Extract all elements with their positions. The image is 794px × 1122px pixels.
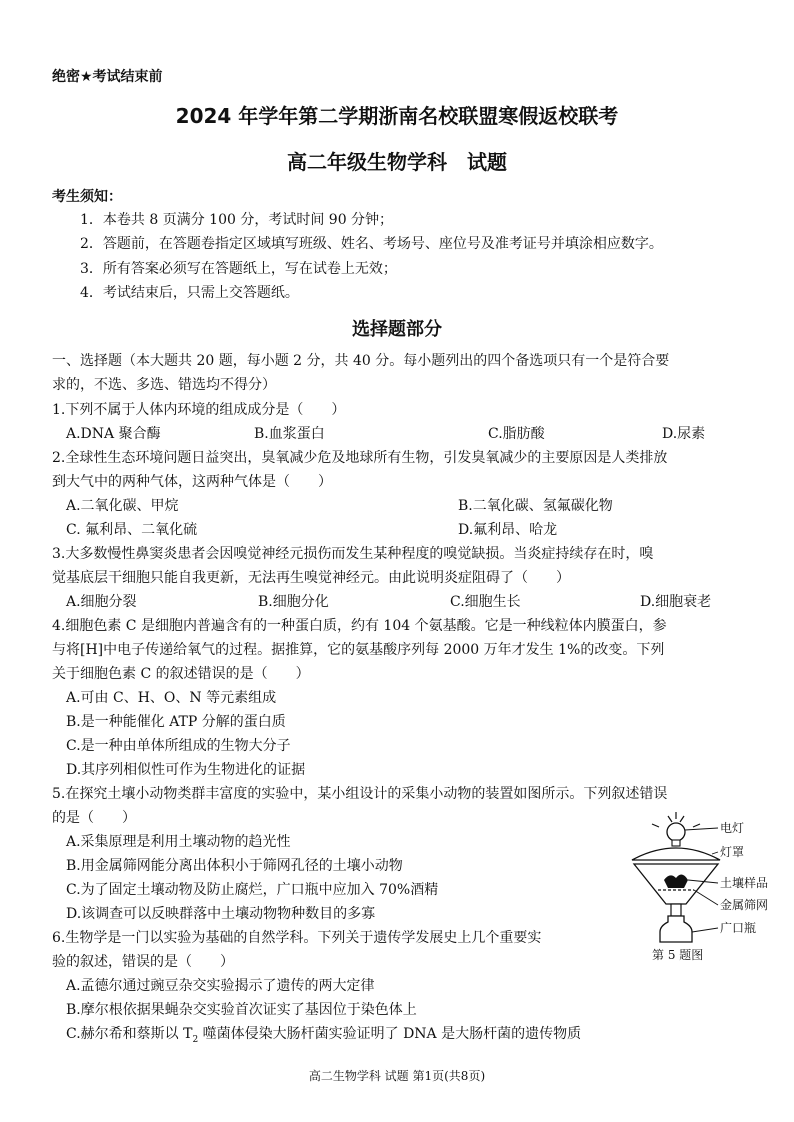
notice-item: 2．答题前，在答题卷指定区域填写班级、姓名、考场号、座位号及准考证号并填涂相应数字。 — [80, 236, 663, 252]
q5-option-c: C.为了固定土壤动物及防止腐烂，广口瓶中应加入 70%酒精 — [66, 882, 439, 898]
label-lamp: 电灯 — [720, 821, 745, 835]
confidential-mark: 绝密★考试结束前 — [52, 69, 163, 85]
q6-option-c-sub: 2 — [192, 1034, 199, 1045]
question-1-stem: 1.下列不属于人体内环境的组成成分是（ ） — [52, 402, 346, 418]
exam-subtitle: 高二年级生物学科 试题 — [287, 150, 507, 174]
label-jar: 广口瓶 — [720, 921, 757, 935]
soil-animal-collector-figure — [612, 808, 782, 944]
q4-option-d: D.其序列相似性可作为生物进化的证据 — [66, 762, 306, 778]
question-3-stem: 觉基底层干细胞只能自我更新，无法再生嗅觉神经元。由此说明炎症阻碍了（ ） — [52, 570, 570, 586]
figure-caption: 第 5 题图 — [652, 948, 704, 962]
q2-option-d: D.氟利昂、哈龙 — [458, 522, 558, 538]
question-5-stem: 的是（ ） — [52, 810, 136, 826]
q4-option-b: B.是一种能催化 ATP 分解的蛋白质 — [66, 714, 286, 730]
question-6-stem: 验的叙述，错误的是（ ） — [52, 954, 234, 970]
q6-option-c — [66, 1023, 581, 1045]
q3-option-b: B.细胞分化 — [258, 594, 329, 610]
q3-option-a: A.细胞分裂 — [66, 594, 137, 610]
q4-option-a: A.可由 C、H、O、N 等元素组成 — [66, 690, 277, 706]
exam-title: 2024 年学年第二学期浙南名校联盟寒假返校联考 — [175, 104, 619, 128]
q3-option-d: D.细胞衰老 — [640, 594, 712, 610]
question-4-stem: 关于细胞色素 C 的叙述错误的是（ ） — [52, 666, 310, 682]
section-intro: 一、选择题（本大题共 20 题，每小题 2 分，共 40 分。每小题列出的四个备选项只有一个是符合要 — [52, 353, 670, 369]
q3-option-c: C.细胞生长 — [450, 594, 521, 610]
notice-item: 1．本卷共 8 页满分 100 分，考试时间 90 分钟； — [80, 212, 394, 228]
question-2-stem: 2.全球性生态环境问题日益突出，臭氧减少危及地球所有生物，引发臭氧减少的主要原因是人类排放 — [52, 450, 668, 466]
section-title: 选择题部分 — [352, 319, 442, 340]
label-mesh: 金属筛网 — [720, 898, 769, 912]
jar-icon — [660, 916, 692, 942]
q1-option-a: A.DNA 聚合酶 — [66, 426, 161, 442]
q5-option-d: D.该调查可以反映群落中土壤动物物种数目的多寡 — [66, 906, 376, 922]
q5-option-a: A.采集原理是利用土壤动物的趋光性 — [66, 834, 291, 850]
q2-option-b: B.二氧化碳、氢氟碳化物 — [458, 498, 613, 514]
question-3-stem: 3.大多数慢性鼻窦炎患者会因嗅觉神经元损伤而发生某种程度的嗅觉缺损。当炎症持续存在时，嗅 — [52, 546, 654, 562]
question-6-stem: 6.生物学是一门以实验为基础的自然学科。下列关于遗传学发展史上几个重要实 — [52, 930, 542, 946]
q5-option-b: B.用金属筛网能分离出体积小于筛网孔径的土壤小动物 — [66, 858, 403, 874]
lamp-shade-icon — [632, 848, 720, 860]
q2-option-a: A.二氧化碳、甲烷 — [66, 498, 179, 514]
q6-option-c-text-rest: 噬菌体侵染大肠杆菌实验证明了 DNA 是大肠杆菌的遗传物质 — [198, 1026, 582, 1042]
q2-option-c: C. 氟利昂、二氧化硫 — [66, 522, 198, 538]
q1-option-b: B.血浆蛋白 — [254, 426, 325, 442]
notice-item: 3．所有答案必须写在答题纸上，写在试卷上无效； — [80, 261, 397, 277]
bulb-icon — [667, 823, 685, 841]
notice-heading: 考生须知： — [52, 189, 122, 205]
question-5-stem: 5.在探究土壤小动物类群丰富度的实验中，某小组设计的采集小动物的装置如图所示。下列叙述错误 — [52, 786, 668, 802]
notice-item: 4．考试结束后，只需上交答题纸。 — [80, 285, 299, 301]
q6-option-a: A.孟德尔通过豌豆杂交实验揭示了遗传的两大定律 — [66, 978, 375, 994]
q1-option-c: C.脂肪酸 — [488, 426, 545, 442]
q4-option-c: C.是一种由单体所组成的生物大分子 — [66, 738, 291, 754]
question-4-stem: 4.细胞色素 C 是细胞内普遍含有的一种蛋白质，约有 104 个氨基酸。它是一种线粒体内膜蛋白，参 — [52, 618, 667, 634]
label-soil: 土壤样品 — [720, 876, 769, 890]
q6-option-b: B.摩尔根依据果蝇杂交实验首次证实了基因位于染色体上 — [66, 1002, 417, 1018]
q1-option-d: D.尿素 — [662, 426, 706, 442]
label-shade: 灯罩 — [720, 845, 745, 859]
page-footer: 高二生物学科 试题 第1页(共8页) — [308, 1069, 486, 1083]
question-2-stem: 到大气中的两种气体，这两种气体是（ ） — [52, 474, 332, 490]
question-4-stem: 与将[H]中电子传递给氧气的过程。据推算，它的氨基酸序列每 2000 万年才发生 1%的改变。下列 — [52, 642, 665, 658]
section-intro: 求的，不选、多选、错选均不得分） — [52, 377, 276, 393]
q6-option-c-text: C.赫尔希和蔡斯以 T — [66, 1026, 193, 1042]
